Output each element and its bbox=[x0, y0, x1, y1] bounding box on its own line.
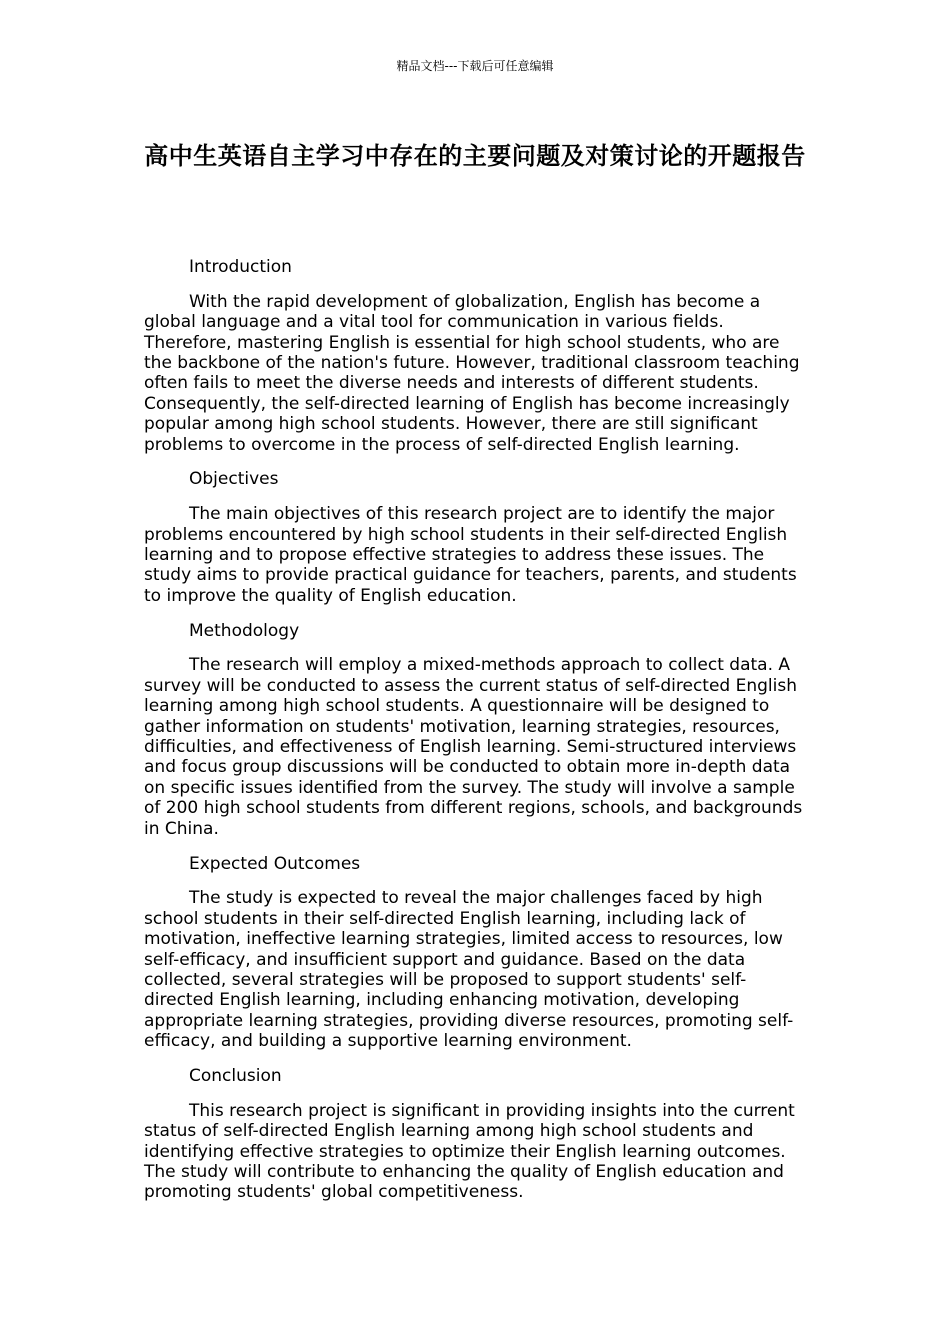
document-title: 高中生英语自主学习中存在的主要问题及对策讨论的开题报告 bbox=[144, 142, 806, 170]
section-paragraph: This research project is significant in providing insights into the current status of self-directed English learning among high school students and identifying effective strategies to optimize their English learning outcomes. The study will contribute to enhancing the quality of English education and promoting students' global competitiveness. bbox=[144, 1100, 795, 1203]
section-heading: Objectives bbox=[189, 469, 279, 490]
section-heading: Methodology bbox=[189, 620, 300, 641]
section-conclusion bbox=[144, 1066, 808, 1203]
section-heading: Conclusion bbox=[189, 1065, 282, 1086]
document-body bbox=[144, 257, 808, 1217]
section-methodology bbox=[144, 621, 808, 839]
section-expected-outcomes bbox=[144, 854, 808, 1052]
section-heading: Introduction bbox=[189, 257, 292, 277]
section-heading: Expected Outcomes bbox=[189, 853, 361, 874]
section-paragraph: With the rapid development of globalization, English has become a global language and a vital tool for communication in various fields. Therefore, mastering English is essential for high school students, who are the backbone of the nation's future. However, traditional classroom teaching often fails to meet the diverse needs and interests of different students. Consequently, the self-directed learning of English has become increasingly popular among high school students. However, there are still significant problems to overcome in the process of self-directed English learning. bbox=[144, 291, 800, 455]
section-paragraph: The research will employ a mixed-methods approach to collect data. A survey will be conducted to assess the current status of self-directed English learning among high school students. A questionnaire will be designed to gather information on students' motivation, learning strategies, resources, difficulties, and effectiveness of English learning. Semi-structured interviews and focus group discussions will be conducted to obtain more in-depth data on specific issues identified from the survey. The study will involve a sample of 200 high school students from different regions, schools, and backgrounds in China. bbox=[144, 655, 803, 839]
section-introduction bbox=[144, 257, 808, 455]
section-paragraph: The study is expected to reveal the major challenges faced by high school students in their self-directed English learning, including lack of motivation, ineffective learning strategies, limited access to resources, low self-efficacy, and insufficient support and guidance. Based on the data collected, several strategies will be proposed to support students' self-directed English learning, including enhancing motivation, developing appropriate learning strategies, providing diverse resources, promoting self-efficacy, and building a supportive learning environment. bbox=[144, 888, 794, 1052]
page-header: 精品文档---下载后可任意编辑 bbox=[396, 59, 554, 73]
section-objectives bbox=[144, 469, 808, 606]
section-paragraph: The main objectives of this research project are to identify the major problems encountered by high school students in their self-directed English learning and to propose effective strategies to address these issues. The study aims to provide practical guidance for teachers, parents, and students to improve the quality of English education. bbox=[144, 504, 797, 606]
